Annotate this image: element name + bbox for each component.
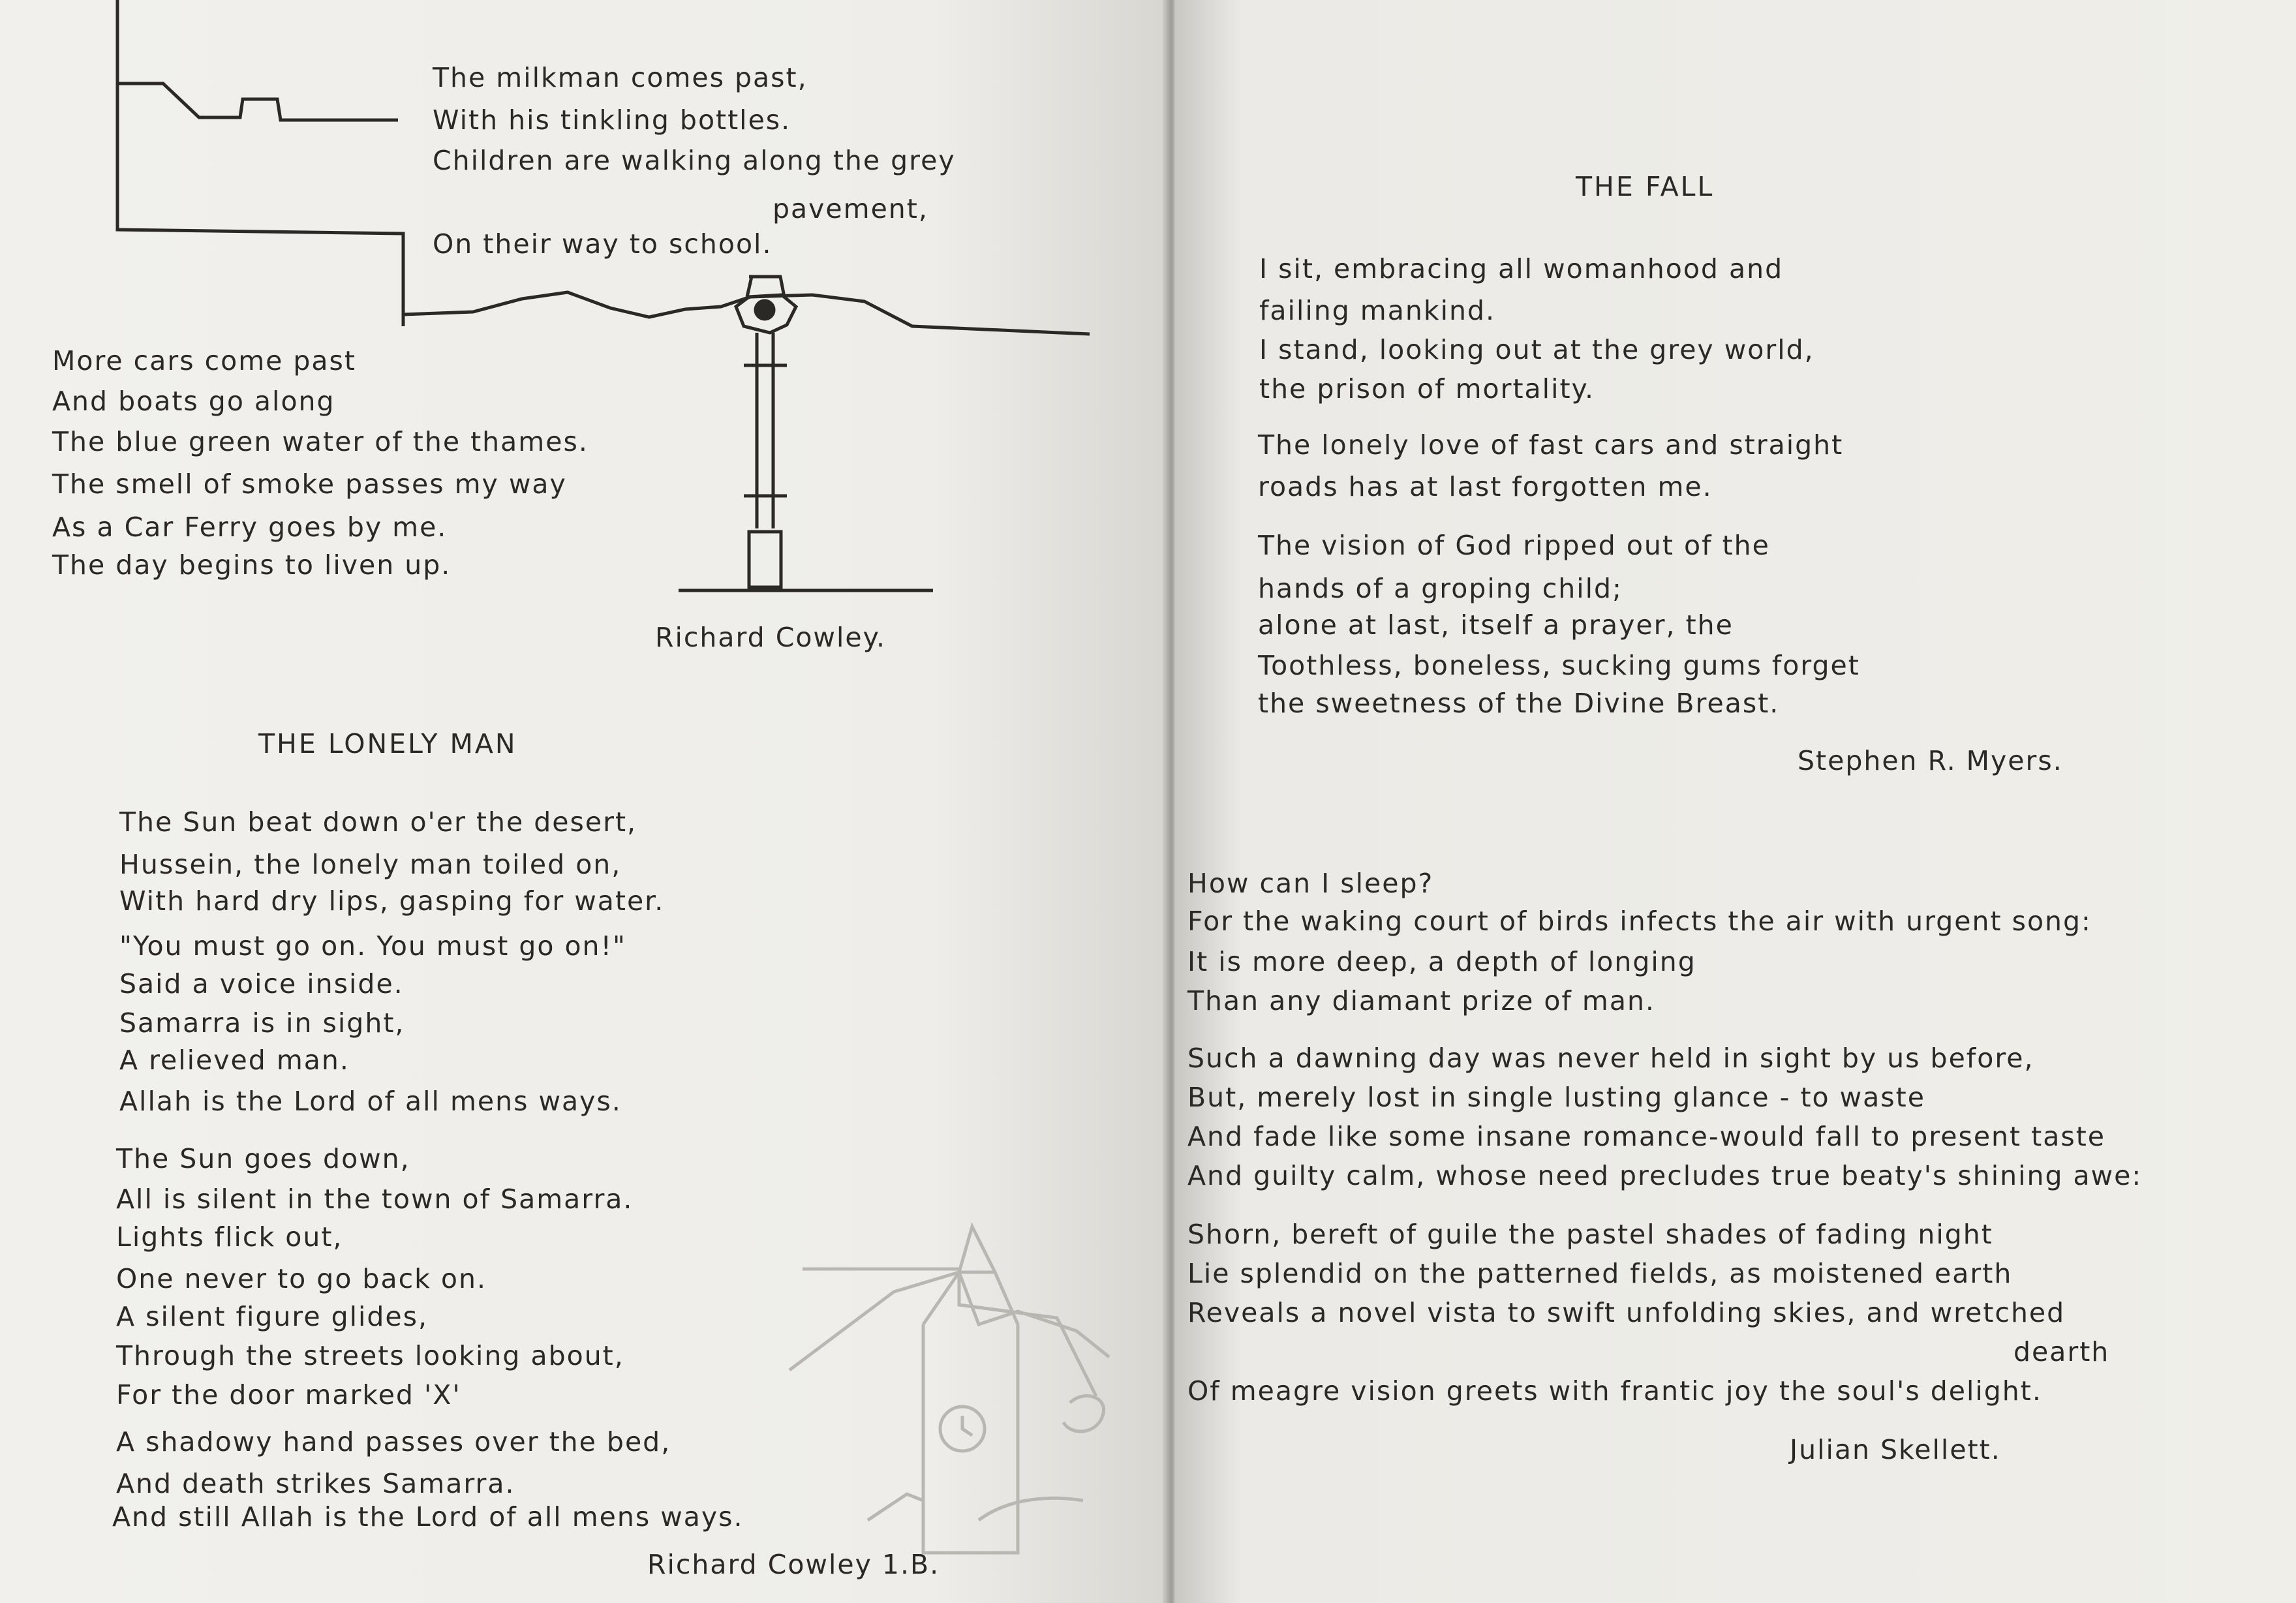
poem-line: For the waking court of birds infects the air with urgent song: <box>1187 906 2092 937</box>
poem-line: And still Allah is the Lord of all mens ways. <box>112 1501 744 1533</box>
poem-line: Lights flick out, <box>116 1221 343 1253</box>
poem-line: Than any diamant prize of man. <box>1187 985 1655 1016</box>
poem-line: And fade like some insane romance-would fall to present taste <box>1187 1121 2106 1152</box>
poem-author: Stephen R. Myers. <box>1798 745 2063 776</box>
poem-line: And death strikes Samarra. <box>116 1468 515 1499</box>
poem-line: The vision of God ripped out of the <box>1258 530 1770 561</box>
poem-line: pavement, <box>773 193 928 224</box>
poem-line: How can I sleep? <box>1187 868 1434 899</box>
right-page <box>1174 0 2296 1603</box>
poem-line: One never to go back on. <box>116 1263 487 1294</box>
poem-line: hands of a groping child; <box>1258 573 1623 604</box>
poem-line: It is more deep, a depth of longing <box>1187 946 1696 977</box>
poem-line: The smell of smoke passes my way <box>52 468 567 500</box>
poem-line: Reveals a novel vista to swift unfolding skies, and wretched <box>1187 1297 2066 1328</box>
poem-line: But, merely lost in single lusting glance - to waste <box>1187 1082 1925 1113</box>
poem-line: As a Car Ferry goes by me. <box>52 511 448 543</box>
poem-author: Julian Skellett. <box>1790 1434 2001 1465</box>
poem-line: On their way to school. <box>433 228 773 260</box>
poem-line: Such a dawning day was never held in sight by us before, <box>1187 1043 2034 1074</box>
poem-line: Hussein, the lonely man toiled on, <box>119 849 622 880</box>
poem-line: Said a voice inside. <box>119 968 404 1000</box>
poem-line: Allah is the Lord of all mens ways. <box>119 1086 622 1117</box>
poem-line: And guilty calm, whose need precludes true beaty's shining awe: <box>1187 1160 2143 1191</box>
poem-line: For the door marked 'X' <box>116 1379 461 1411</box>
poem-line: roads has at last forgotten me. <box>1258 471 1713 502</box>
poem-line: the sweetness of the Divine Breast. <box>1258 688 1780 719</box>
poem-author: Richard Cowley. <box>655 622 887 653</box>
poem-line: Toothless, boneless, sucking gums forget <box>1258 650 1860 681</box>
poem-title: THE LONELY MAN <box>258 728 517 759</box>
poem-line: More cars come past <box>52 345 356 376</box>
poem-line: With hard dry lips, gasping for water. <box>119 885 665 917</box>
poem-line: A silent figure glides, <box>116 1301 429 1332</box>
poem-line: Children are walking along the grey <box>433 145 956 176</box>
poem-line: alone at last, itself a prayer, the <box>1258 609 1734 641</box>
poem-line: The day begins to liven up. <box>52 549 452 581</box>
poem-line: Shorn, bereft of guile the pastel shades of fading night <box>1187 1219 1993 1250</box>
poem-line: the prison of mortality. <box>1259 373 1595 405</box>
poem-line: "You must go on. You must go on!" <box>119 930 626 962</box>
poem-author: Richard Cowley 1.B. <box>647 1549 940 1580</box>
poem-line: The milkman comes past, <box>433 62 808 93</box>
poem-line: Through the streets looking about, <box>116 1340 624 1371</box>
poem-line: Samarra is in sight, <box>119 1007 405 1039</box>
poem-line: Lie splendid on the patterned fields, as moistened earth <box>1187 1258 2013 1289</box>
poem-line: The blue green water of the thames. <box>52 426 589 457</box>
poem-line: Of meagre vision greets with frantic joy the soul's delight. <box>1187 1375 2042 1407</box>
poem-line: I sit, embracing all womanhood and <box>1259 253 1784 284</box>
poem-line: failing mankind. <box>1259 295 1496 326</box>
poem-line: A relieved man. <box>119 1045 350 1076</box>
poem-line: The Sun beat down o'er the desert, <box>119 806 637 838</box>
poem-title: THE FALL <box>1576 171 1715 202</box>
poem-line: The Sun goes down, <box>116 1143 410 1174</box>
poem-line: And boats go along <box>52 386 335 417</box>
poem-line: The lonely love of fast cars and straight <box>1258 429 1844 461</box>
poem-line: A shadowy hand passes over the bed, <box>116 1426 671 1458</box>
poem-line: dearth <box>2013 1336 2110 1367</box>
poem-line: With his tinkling bottles. <box>433 104 791 136</box>
poem-line: I stand, looking out at the grey world, <box>1259 334 1814 365</box>
poem-line: All is silent in the town of Samarra. <box>116 1183 634 1215</box>
